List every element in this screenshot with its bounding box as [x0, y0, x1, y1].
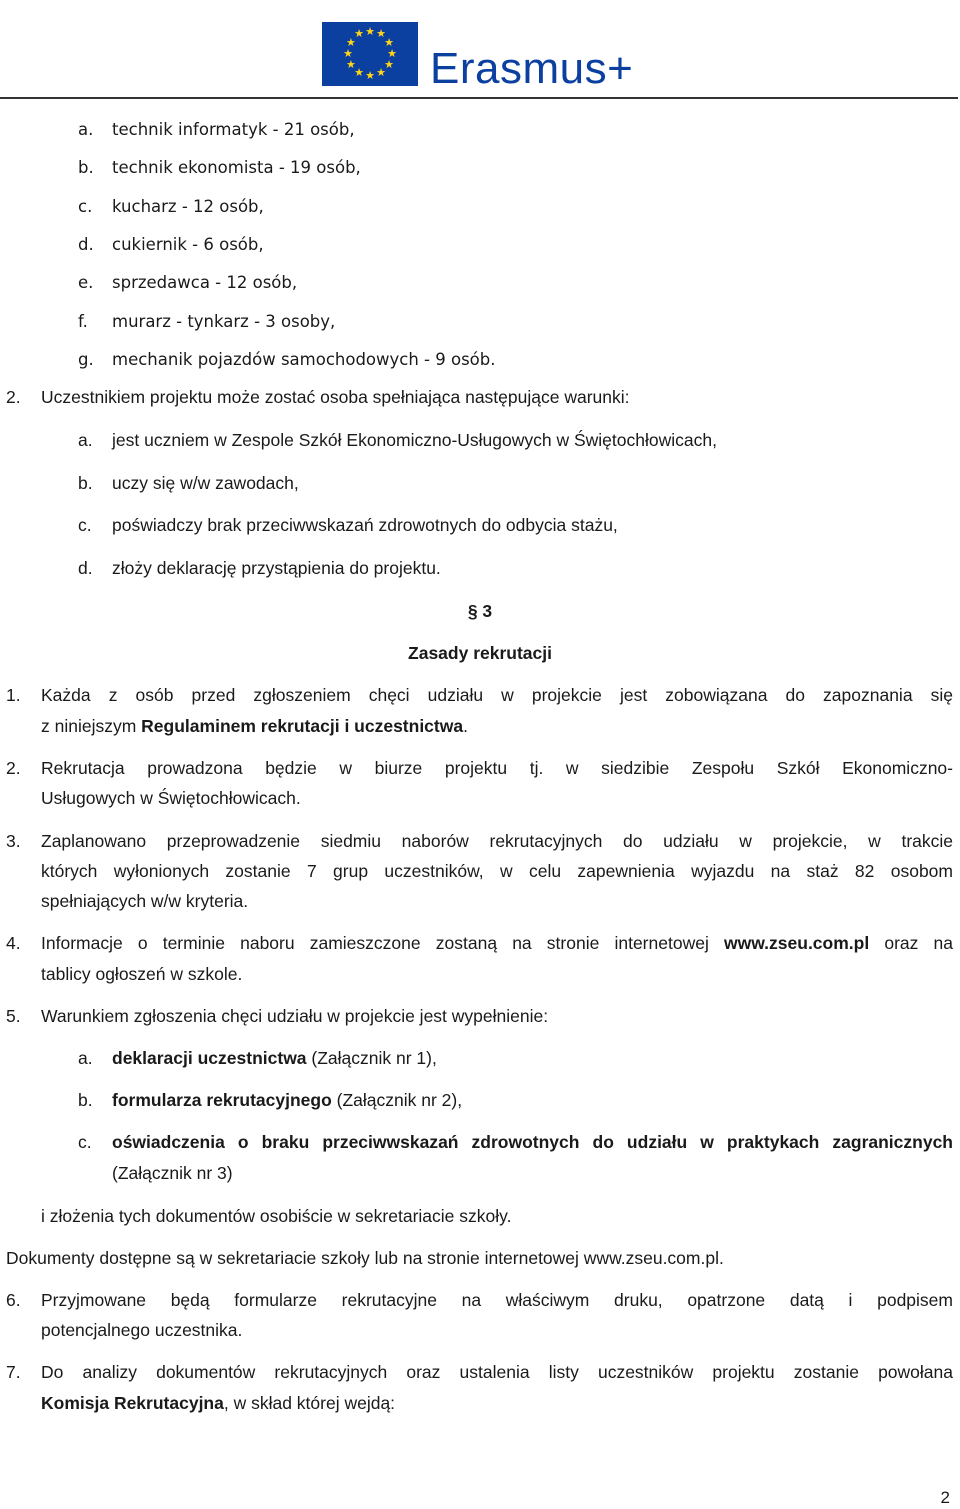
- flag-star-icon: ★: [365, 69, 375, 82]
- item-number: 3.: [6, 831, 21, 851]
- documents-note: Dokumenty dostępne są w sekretariacie szkoły lub na stronie internetowej www.zseu.com.pl.: [6, 1248, 724, 1268]
- list-item: kucharz - 12 osób,: [112, 196, 264, 216]
- page-number: 2: [940, 1488, 950, 1507]
- paragraph-line: Informacje o terminie naboru zamieszczone zostaną na stronie internetowej www.zseu.com.pl oraz na: [41, 933, 953, 953]
- list-item-label: a.: [78, 430, 93, 450]
- item-text: Uczestnikiem projektu może zostać osoba spełniająca następujące warunki:: [41, 387, 630, 407]
- flag-star-icon: ★: [365, 25, 375, 38]
- list-item-label: g.: [78, 349, 94, 369]
- paragraph-line: których wyłonionych zostanie 7 grup uczestników, w celu zapewnienia wyjazdu na staż 82 osobom: [41, 861, 953, 881]
- flag-star-icon: ★: [354, 28, 364, 41]
- paragraph-line: Usługowych w Świętochłowicach.: [41, 788, 301, 808]
- list-item: technik informatyk - 21 osób,: [112, 120, 355, 139]
- list-item-label: e.: [78, 273, 94, 293]
- flag-star-icon: ★: [343, 47, 353, 60]
- list-item: formularza rekrutacyjnego (Załącznik nr 2),: [112, 1090, 463, 1110]
- paragraph-line: i złożenia tych dokumentów osobiście w sekretariacie szkoły.: [41, 1206, 512, 1226]
- paragraph-line: potencjalnego uczestnika.: [41, 1320, 243, 1340]
- flag-star-icon: ★: [376, 66, 386, 79]
- item-number: 6.: [6, 1290, 21, 1310]
- list-item: poświadczy brak przeciwwskazań zdrowotnych do odbycia stażu,: [112, 515, 618, 536]
- flag-star-icon: ★: [384, 58, 394, 71]
- list-item: oświadczenia o braku przeciwwskazań zdrowotnych do udziału w praktykach zagranicznych: [112, 1132, 953, 1152]
- erasmus-logo: [322, 14, 633, 94]
- list-item: mechanik pojazdów samochodowych - 9 osób.: [112, 349, 496, 369]
- list-item-label: b.: [78, 1090, 93, 1110]
- flag-star-icon: ★: [384, 36, 394, 49]
- section-title: Zasady rekrutacji: [408, 643, 552, 663]
- paragraph-line: spełniających w/w kryteria.: [41, 891, 249, 911]
- page-header: [0, 0, 960, 100]
- erasmus-wordmark: Erasmus+: [430, 44, 634, 93]
- list-item: technik ekonomista - 19 osób,: [112, 158, 361, 178]
- list-item: jest uczniem w Zespole Szkół Ekonomiczno-Usługowych w Świętochłowicach,: [112, 430, 717, 450]
- list-item: deklaracji uczestnictwa (Załącznik nr 1),: [112, 1048, 437, 1068]
- flag-star-icon: ★: [346, 36, 356, 49]
- list-item-label: b.: [78, 472, 93, 493]
- list-item-label: c.: [78, 515, 92, 536]
- list-item: (Załącznik nr 3): [112, 1163, 233, 1183]
- list-item-label: d.: [78, 234, 94, 254]
- eu-flag-icon: [322, 22, 418, 86]
- list-item-label: c.: [78, 1132, 92, 1152]
- list-item-label: c.: [78, 196, 93, 216]
- website-link[interactable]: www.zseu.com.pl: [723, 933, 870, 953]
- list-item: sprzedawca - 12 osób,: [112, 273, 298, 293]
- item-number: 2.: [6, 758, 21, 778]
- list-item: murarz - tynkarz - 3 osoby,: [112, 311, 336, 331]
- list-item-label: d.: [78, 558, 93, 579]
- flag-star-icon: ★: [387, 47, 397, 60]
- paragraph-line: Rekrutacja prowadzona będzie w biurze projektu tj. w siedzibie Zespołu Szkół Ekonomiczno-: [41, 758, 953, 778]
- paragraph-line: z niniejszym Regulaminem rekrutacji i uczestnictwa.: [41, 716, 468, 736]
- list-item: uczy się w/w zawodach,: [112, 472, 299, 493]
- list-item-label: a.: [78, 120, 94, 139]
- paragraph-line: Komisja Rekrutacyjna, w skład której wejdą:: [41, 1393, 396, 1413]
- paragraph-line: Zaplanowano przeprowadzenie siedmiu naborów rekrutacyjnych do udziału w projekcie, w trakcie: [41, 831, 953, 851]
- list-item-label: f.: [78, 311, 88, 331]
- paragraph-line: Każda z osób przed zgłoszeniem chęci udziału w projekcie jest zobowiązana do zapoznania się: [41, 685, 953, 705]
- flag-star-icon: ★: [376, 28, 386, 41]
- paragraph-line: Do analizy dokumentów rekrutacyjnych oraz ustalenia listy uczestników projektu zostanie powołana: [41, 1362, 953, 1382]
- paragraph-line: Warunkiem zgłoszenia chęci udziału w projekcie jest wypełnienie:: [41, 1006, 549, 1026]
- list-item-label: b.: [78, 158, 94, 178]
- section-sign: § 3: [467, 601, 493, 621]
- paragraph-line: tablicy ogłoszeń w szkole.: [41, 964, 243, 984]
- item-number: 4.: [6, 933, 21, 953]
- item-number: 5.: [6, 1006, 21, 1026]
- item-number: 7.: [6, 1362, 21, 1382]
- list-item: cukiernik - 6 osób,: [112, 234, 264, 254]
- list-item: złoży deklarację przystąpienia do projektu.: [112, 558, 441, 579]
- list-item-label: a.: [78, 1048, 93, 1068]
- flag-star-icon: ★: [346, 58, 356, 71]
- flag-star-icon: ★: [354, 66, 364, 79]
- paragraph-line: Przyjmowane będą formularze rekrutacyjne na właściwym druku, opatrzone datą i podpisem: [41, 1290, 953, 1310]
- header-divider: [0, 97, 958, 99]
- item-number: 2.: [6, 387, 21, 407]
- item-number: 1.: [6, 685, 21, 705]
